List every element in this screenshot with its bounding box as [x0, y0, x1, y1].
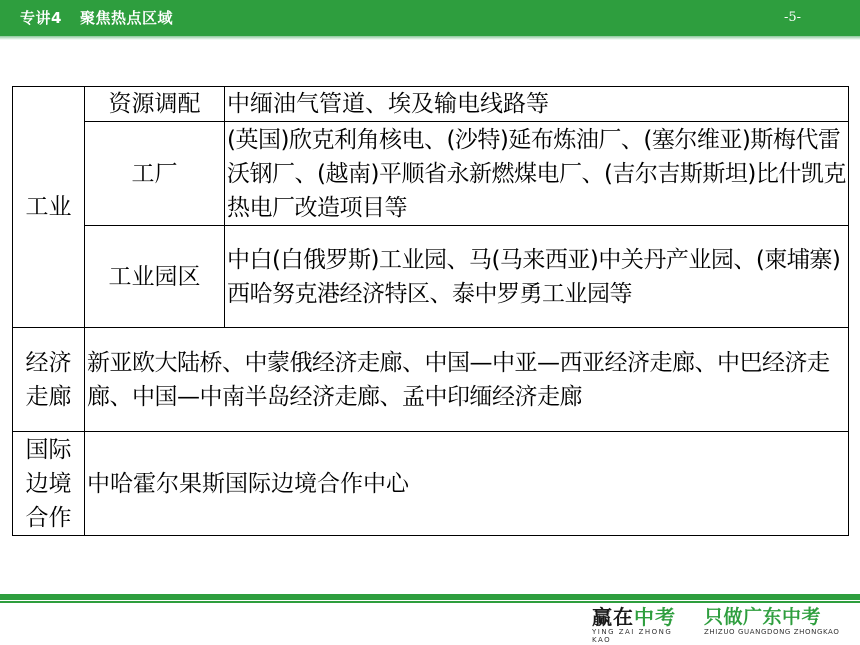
brand-logo-yingzaizhongkao [592, 605, 688, 644]
page-number: -5- [784, 10, 802, 25]
logo-subtext: ZHIZUO GUANGDONG ZHONGKAO [704, 628, 840, 636]
subcategory-cell: 工厂 [85, 122, 225, 226]
footer-rule [0, 594, 860, 600]
logo-text: 只做广东中考 [704, 606, 822, 628]
table-row [13, 432, 849, 536]
category-industry: 工业 [13, 87, 85, 328]
chapter-label: 专讲4 [20, 9, 62, 27]
table-row [13, 122, 849, 226]
content-cell: 中哈霍尔果斯国际边境合作中心 [85, 432, 849, 536]
footer-rule-thin [0, 601, 860, 603]
logo-subtext: YING ZAI ZHONG KAO [592, 628, 673, 644]
section-title: 聚焦热点区域 [79, 9, 173, 27]
header-shadow [0, 36, 860, 40]
content-cell: (英国)欣克利角核电、(沙特)延布炼油厂、(塞尔维亚)斯梅代雷沃钢厂、(越南)平顺省永新燃煤电厂、(吉尔吉斯斯坦)比什凯克热电厂改造项目等 [225, 122, 849, 226]
category-label-line: 走廊 [25, 383, 72, 410]
header-bar [0, 0, 860, 36]
table-row [13, 226, 849, 328]
subcategory-cell: 工业园区 [85, 226, 225, 328]
content-cell: 新亚欧大陆桥、中蒙俄经济走廊、中国—中亚—西亚经济走廊、中巴经济走廊、中国—中南半岛经济走廊、孟中印缅经济走廊 [85, 328, 849, 432]
logo-text: 赢在中考 [592, 605, 676, 629]
category-label-line: 经济 [25, 349, 72, 376]
content-cell: 中白(白俄罗斯)工业园、马(马来西亚)中关丹产业园、(柬埔寨)西哈努克港经济特区、泰中罗勇工业园等 [225, 226, 849, 328]
category-corridor [13, 328, 85, 432]
subcategory-cell: 资源调配 [85, 87, 225, 122]
category-label-line: 边境 [25, 470, 72, 497]
table-row [13, 87, 849, 122]
category-label-line: 国际 [25, 436, 72, 463]
category-label-line: 合作 [25, 504, 72, 531]
table-row [13, 328, 849, 432]
brand-logo-guangdong [704, 606, 844, 640]
category-border [13, 432, 85, 536]
content-table [12, 86, 849, 536]
content-cell: 中缅油气管道、埃及输电线路等 [225, 87, 849, 122]
header-title [20, 7, 173, 28]
